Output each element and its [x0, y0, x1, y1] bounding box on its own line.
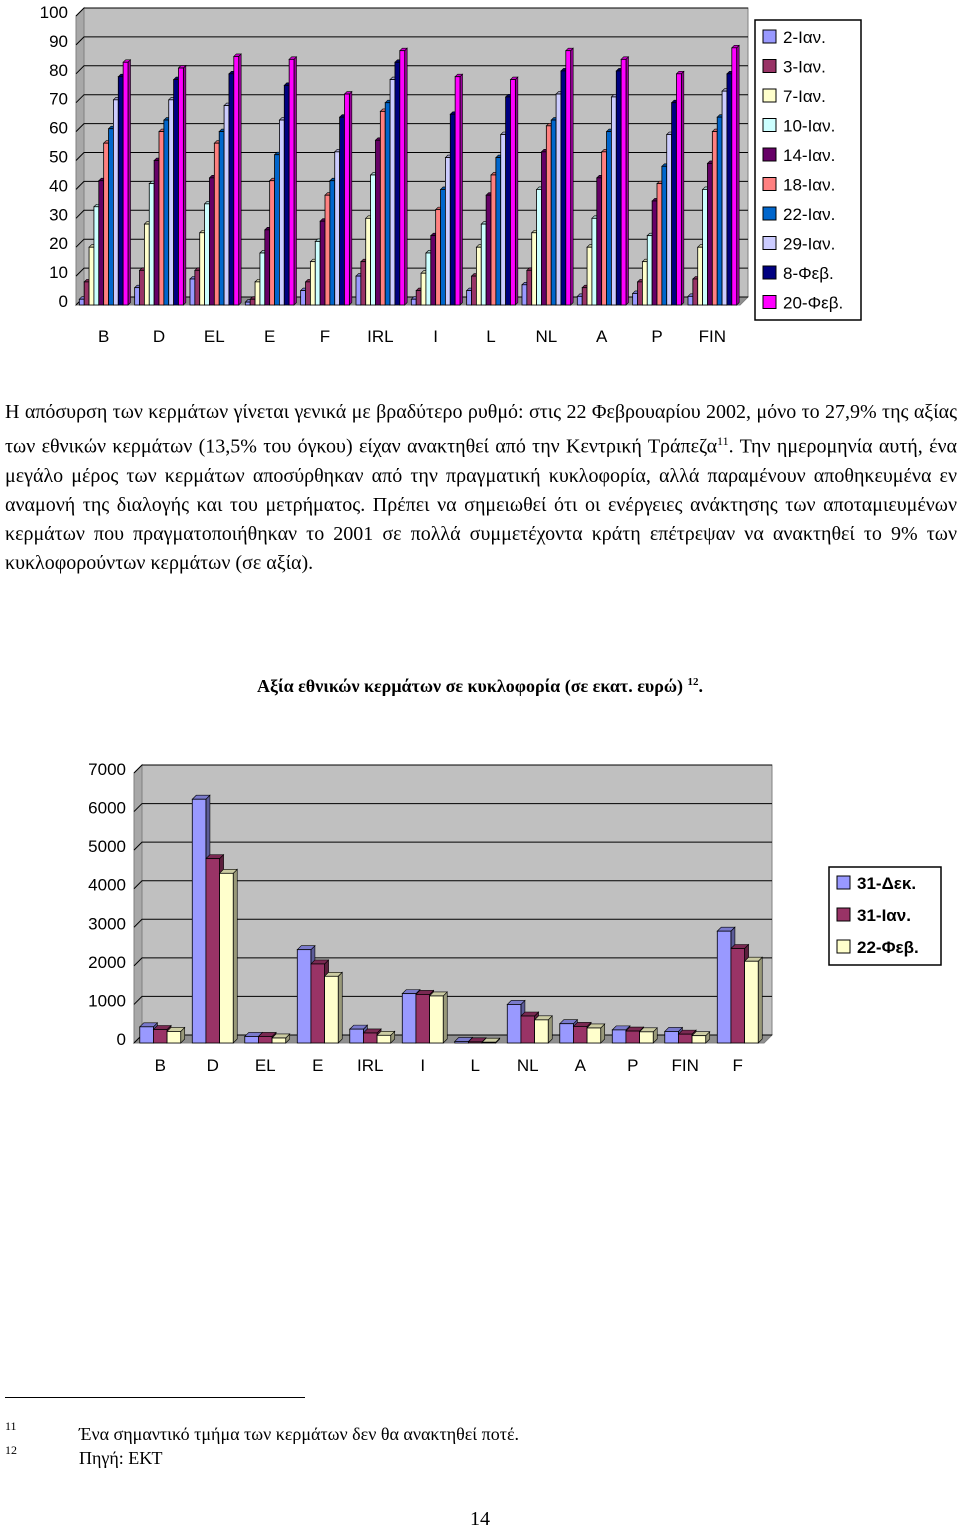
bar-E-20-Φεβ. — [289, 57, 296, 305]
x-category-label: I — [433, 327, 439, 346]
y-tick-label: 7000 — [88, 760, 126, 779]
footnote-text-11: Ένα σημαντικό τμήμα των κερμάτων δεν θα ανακτηθεί ποτέ. — [79, 1424, 520, 1444]
x-category-label: L — [470, 1056, 480, 1075]
legend-swatch — [763, 266, 776, 279]
legend-swatch — [763, 30, 776, 43]
bar-P-22-Φεβ. — [640, 1028, 658, 1043]
y-tick-label: 80 — [49, 60, 68, 80]
legend-label: 22-Ιαν. — [783, 205, 836, 224]
bar-D-22-Φεβ. — [220, 869, 238, 1043]
x-category-label: EL — [203, 327, 225, 346]
paragraph-text-1: Η απόσυρση των κερμάτων γίνεται γενικά με βραδύτερο ρυθμό: στις 22 Φεβρουαρίου 2002, μόνο το 27,9% της αξίας των εθνικών κερμάτων (13,5% του όγκου) είχαν ανακτηθεί από την Κεντρική Τράπεζα — [5, 401, 957, 458]
bar-FIN-22-Φεβ. — [692, 1032, 710, 1043]
bar-B-20-Φεβ. — [123, 60, 130, 305]
x-category-label: A — [595, 327, 608, 346]
y-tick-label: 20 — [49, 234, 68, 254]
legend-label: 20-Φεβ. — [783, 293, 844, 313]
legend-swatch — [763, 119, 776, 132]
y-tick-label: 10 — [49, 263, 68, 283]
x-category-label: A — [574, 1056, 586, 1075]
y-tick-label: 70 — [49, 89, 68, 109]
bar-EL-22-Φεβ. — [272, 1034, 290, 1043]
bar-F-22-Φεβ. — [745, 957, 763, 1043]
x-category-label: EL — [254, 1056, 276, 1075]
bar-I-20-Φεβ. — [455, 74, 462, 305]
y-tick-label: 2000 — [88, 952, 126, 972]
x-category-label: D — [206, 1056, 219, 1075]
chart2-title-text: Αξία εθνικών κερμάτων σε κυκλοφορία (σε εκατ. ευρώ) — [256, 676, 684, 696]
bar-I-22-Φεβ. — [430, 992, 448, 1043]
bar-A-22-Φεβ. — [587, 1024, 605, 1043]
x-category-label: D — [152, 327, 166, 346]
paragraph-text-2: . Την ημερομηνία αυτή, ένα μεγάλο μέρος των κερμάτων αποσύρθηκαν από την πραγματική κυκλοφορία, αλλά παραμένουν αποθηκευμένα εν αναμονή της διαλογής και του μετρήματος. Πρέπει να σημειωθεί ότι οι ενέργειες ανάκτησης των αποταμιευμένων κερμάτων που πραγματοποιήθηκαν το 2001 σε πολλά συμμετέχοντα κράτη επέτρεψαν να ανακτηθεί το 9% των κυκλοφορούντων κερμάτων (σε αξία). — [5, 435, 957, 574]
footnote-number-12: 12 — [5, 1443, 17, 1457]
bar-NL-20-Φεβ. — [566, 48, 573, 305]
legend-label: 31-Δεκ. — [857, 874, 917, 893]
x-category-label: FIN — [671, 1056, 699, 1075]
legend-swatch — [837, 940, 850, 953]
legend-label: 2-Ιαν. — [783, 28, 826, 47]
x-category-label: F — [319, 327, 331, 346]
bar-E-22-Φεβ. — [325, 972, 343, 1043]
x-category-label: I — [420, 1056, 426, 1075]
x-category-label: IRL — [367, 327, 394, 346]
legend-label: 31-Ιαν. — [857, 906, 911, 925]
x-category-label: E — [263, 327, 276, 346]
footnote-ref-12[interactable]: 12 — [687, 676, 699, 688]
bar-P-20-Φεβ. — [676, 71, 683, 305]
footnote-divider — [5, 1397, 305, 1398]
bar-B-22-Φεβ. — [167, 1027, 185, 1043]
footnote-number-11: 11 — [5, 1419, 17, 1433]
y-tick-label: 100 — [39, 3, 68, 22]
y-tick-label: 3000 — [88, 914, 126, 934]
body-paragraph — [5, 398, 957, 578]
chart-coin-withdrawal-percent — [0, 0, 960, 350]
legend-label: 14-Ιαν. — [783, 146, 836, 165]
y-tick-label: 30 — [49, 205, 68, 225]
bar-L-20-Φεβ. — [510, 77, 517, 305]
y-tick-label: 5000 — [88, 837, 126, 857]
footnote-text-12: Πηγή: ΕΚΤ — [79, 1448, 163, 1468]
x-category-label: F — [732, 1056, 743, 1075]
legend-label: 7-Ιαν. — [783, 87, 826, 106]
bar-NL-22-Φεβ. — [535, 1016, 553, 1043]
bar-IRL-20-Φεβ. — [400, 48, 407, 305]
chart-2-svg — [0, 745, 960, 1090]
chart-coin-value-circulation — [0, 745, 960, 1090]
bar-EL-20-Φεβ. — [234, 54, 241, 305]
y-tick-label: 0 — [58, 292, 68, 311]
legend-swatch — [837, 908, 850, 921]
chart2-title-end: . — [698, 676, 704, 696]
bar-A-20-Φεβ. — [621, 57, 628, 305]
y-tick-label: 50 — [49, 147, 68, 167]
legend — [829, 867, 941, 965]
chart-1-svg — [0, 0, 960, 350]
legend-label: 3-Ιαν. — [783, 57, 826, 77]
footnote-ref-11[interactable]: 11 — [717, 434, 729, 448]
legend-label: 8-Φεβ. — [783, 264, 834, 283]
bar-F-20-Φεβ. — [344, 92, 351, 305]
bar-IRL-22-Φεβ. — [377, 1031, 395, 1043]
legend-swatch — [763, 296, 776, 309]
legend-swatch — [763, 178, 776, 191]
footnote-numbers — [5, 1418, 17, 1462]
x-category-label: IRL — [357, 1056, 384, 1075]
x-category-label: NL — [516, 1056, 539, 1075]
x-category-label: E — [312, 1056, 324, 1075]
chart2-title — [0, 676, 960, 697]
legend-label: 10-Ιαν. — [783, 116, 836, 136]
y-tick-label: 1000 — [88, 991, 126, 1011]
legend-label: 22-Φεβ. — [857, 938, 919, 957]
legend — [755, 20, 861, 320]
y-tick-label: 60 — [49, 118, 68, 138]
page-number: 14 — [470, 1508, 490, 1530]
x-category-label: P — [651, 327, 663, 346]
x-category-label: FIN — [698, 327, 727, 346]
legend-swatch — [763, 237, 776, 250]
bar-FIN-20-Φεβ. — [732, 45, 739, 305]
footnote-texts — [79, 1422, 519, 1470]
x-category-label: B — [154, 1056, 166, 1075]
legend-label: 18-Ιαν. — [783, 175, 836, 195]
y-tick-label: 4000 — [88, 875, 126, 895]
y-tick-label: 6000 — [88, 798, 126, 818]
y-tick-label: 90 — [49, 31, 68, 51]
legend-swatch — [763, 148, 776, 161]
bar-D-20-Φεβ. — [178, 66, 185, 305]
y-tick-label: 0 — [116, 1030, 126, 1049]
legend-swatch — [763, 207, 776, 220]
legend-label: 29-Ιαν. — [783, 234, 836, 254]
x-category-label: L — [486, 327, 496, 346]
x-category-label: B — [97, 327, 110, 346]
x-category-label: P — [627, 1056, 639, 1075]
legend-swatch — [837, 876, 850, 889]
legend-swatch — [763, 89, 776, 102]
y-tick-label: 40 — [49, 176, 68, 196]
x-category-label: NL — [535, 327, 558, 346]
chart-side-wall — [134, 765, 142, 1043]
legend-swatch — [763, 60, 776, 73]
